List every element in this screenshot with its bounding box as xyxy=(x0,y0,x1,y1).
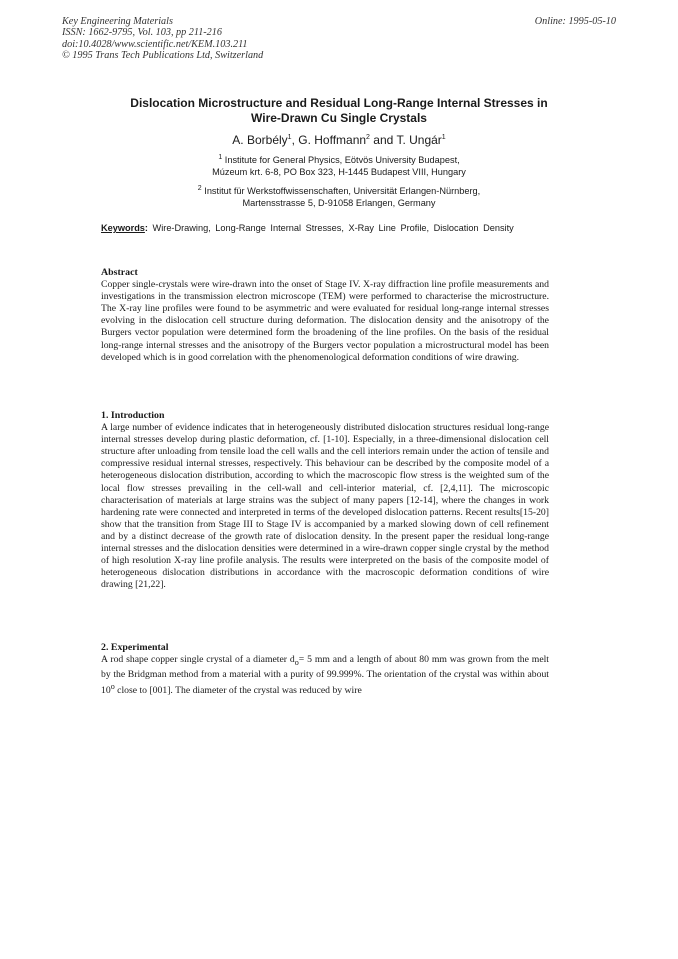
keywords-text: Wire-Drawing, Long-Range Internal Stresses, X-Ray Line Profile, Dislocation Density xyxy=(152,223,514,233)
abstract-section xyxy=(101,267,549,364)
doi-link[interactable]: doi:10.4028/www.scientific.net/KEM.103.211 xyxy=(62,38,248,50)
affiliation-1-mark: 1 xyxy=(218,153,223,161)
abstract-body: Copper single-crystals were wire-drawn into the onset of Stage IV. X-ray diffraction line profile measurements and investigations in the transmission electron microscope (TEM) were performed to characterise the microstructure. The X-ray line profiles were found to be asymmetric and were evaluated for residual long-range internal stresses evolving in the dislocation cell structure during deformation. The dislocation density and the anisotropy of the Burgers vector population were determined form the broadening of the line profiles. On the basis of the residual long-range internal stresses and the anisotropy of the Burgers vector population a microstructural model has been developed which is in good correlation with the phenomenological deformation conditions of wire drawing. xyxy=(101,279,549,363)
author-1: A. Borbély xyxy=(232,133,288,147)
keywords-colon: : xyxy=(144,223,148,233)
keywords-label: Keywords xyxy=(101,223,145,233)
journal-name: Key Engineering Materials xyxy=(62,16,173,27)
author-separator: and xyxy=(369,133,397,147)
author-2-affiliation-mark: 2 xyxy=(366,134,370,141)
experimental-text-1: A rod shape copper single crystal of a diameter d xyxy=(101,654,295,666)
journal-metadata xyxy=(62,16,263,61)
title-line-2: Wire-Drawn Cu Single Crystals xyxy=(251,111,427,125)
affiliation-1 xyxy=(90,154,588,179)
author-list xyxy=(90,133,588,148)
affiliation-2-line-2: Martensstrasse 5, D-91058 Erlangen, Germany xyxy=(242,198,436,209)
affiliation-2-line-1 xyxy=(90,185,588,197)
introduction-heading: 1. Introduction xyxy=(101,410,165,421)
affiliation-1-text: Institute for General Physics, Eötvös University Budapest, xyxy=(224,155,460,165)
introduction-body: A large number of evidence indicates that in heterogeneously distributed dislocation structures residual long-range internal stresses develop during plastic deformation, cf. [1-10]. Especially, in a three-dimensional dislocation cell structure after unloading from tensile load the cell walls and the cell interiors remain under the action of tensile and compressive residual internal stresses, respectively. This behaviour can be described by the composite model of a heterogeneous dislocation distribution, according to which the macroscopic flow stress is the weighted sum of the local flow stresses prevailing in the cell-wall and cell-interior material, cf. [2,4,11]. The microscopic characterisation of materials at large strains was the subject of many papers [12-14], where the changes in work hardening rate were connected and interpreted in terms of the developed dislocation patterns. Recent results[15-20] show that the transition from Stage III to Stage IV is accompanied by a marked slowing down of cell refinement and by a distinct decrease of the growth rate of dislocation density. In the present paper the residual long-range internal stresses and the dislocation densities were determined in a wire-drawn copper single crystal by the method of high resolution X-ray line profile analysis. The results were interpreted on the basis of the composite model of heterogeneous dislocation distributions in accordance with the macroscopic deformation conditions of wire drawing [21,22]. xyxy=(101,422,549,591)
affiliation-2 xyxy=(90,185,588,210)
affiliation-2-mark: 2 xyxy=(197,184,202,192)
experimental-text-3: close to [001]. The diameter of the crystal was reduced by wire xyxy=(114,685,362,697)
affiliation-1-line-2: Múzeum krt. 6-8, PO Box 323, H-1445 Budapest VIII, Hungary xyxy=(212,167,466,178)
copyright-line: © 1995 Trans Tech Publications Ltd, Switzerland xyxy=(62,49,264,61)
author-separator: , xyxy=(291,133,299,147)
experimental-body xyxy=(101,654,549,697)
paper-title xyxy=(90,96,588,126)
author-2: G. Hoffmann xyxy=(298,133,367,147)
author-3-affiliation-mark: 1 xyxy=(441,134,446,141)
author-3: T. Ungár xyxy=(396,133,442,147)
experimental-heading: 2. Experimental xyxy=(101,642,169,653)
degree-mark: o xyxy=(110,682,115,692)
title-line-1: Dislocation Microstructure and Residual Long-Range Internal Stresses in xyxy=(130,96,548,110)
keywords-block xyxy=(101,222,549,234)
diameter-subscript: o xyxy=(294,658,299,668)
author-1-affiliation-mark: 1 xyxy=(287,134,292,141)
experimental-section xyxy=(101,642,549,698)
experimental-text-2: = 5 mm and a length of about 80 mm was grown from the melt by the Bridgman method from a material with a purity of 99.999%. The orientation of the crystal was within about 10 xyxy=(101,654,549,697)
online-date: Online: 1995-05-10 xyxy=(534,16,616,27)
issn-line: ISSN: 1662-9795, Vol. 103, pp 211-216 xyxy=(62,27,222,39)
affiliation-1-line-1 xyxy=(90,154,588,166)
abstract-heading: Abstract xyxy=(101,267,138,278)
affiliation-2-text: Institut für Werkstoffwissenschaften, Universität Erlangen-Nürnberg, xyxy=(204,186,481,196)
introduction-section xyxy=(101,410,549,591)
